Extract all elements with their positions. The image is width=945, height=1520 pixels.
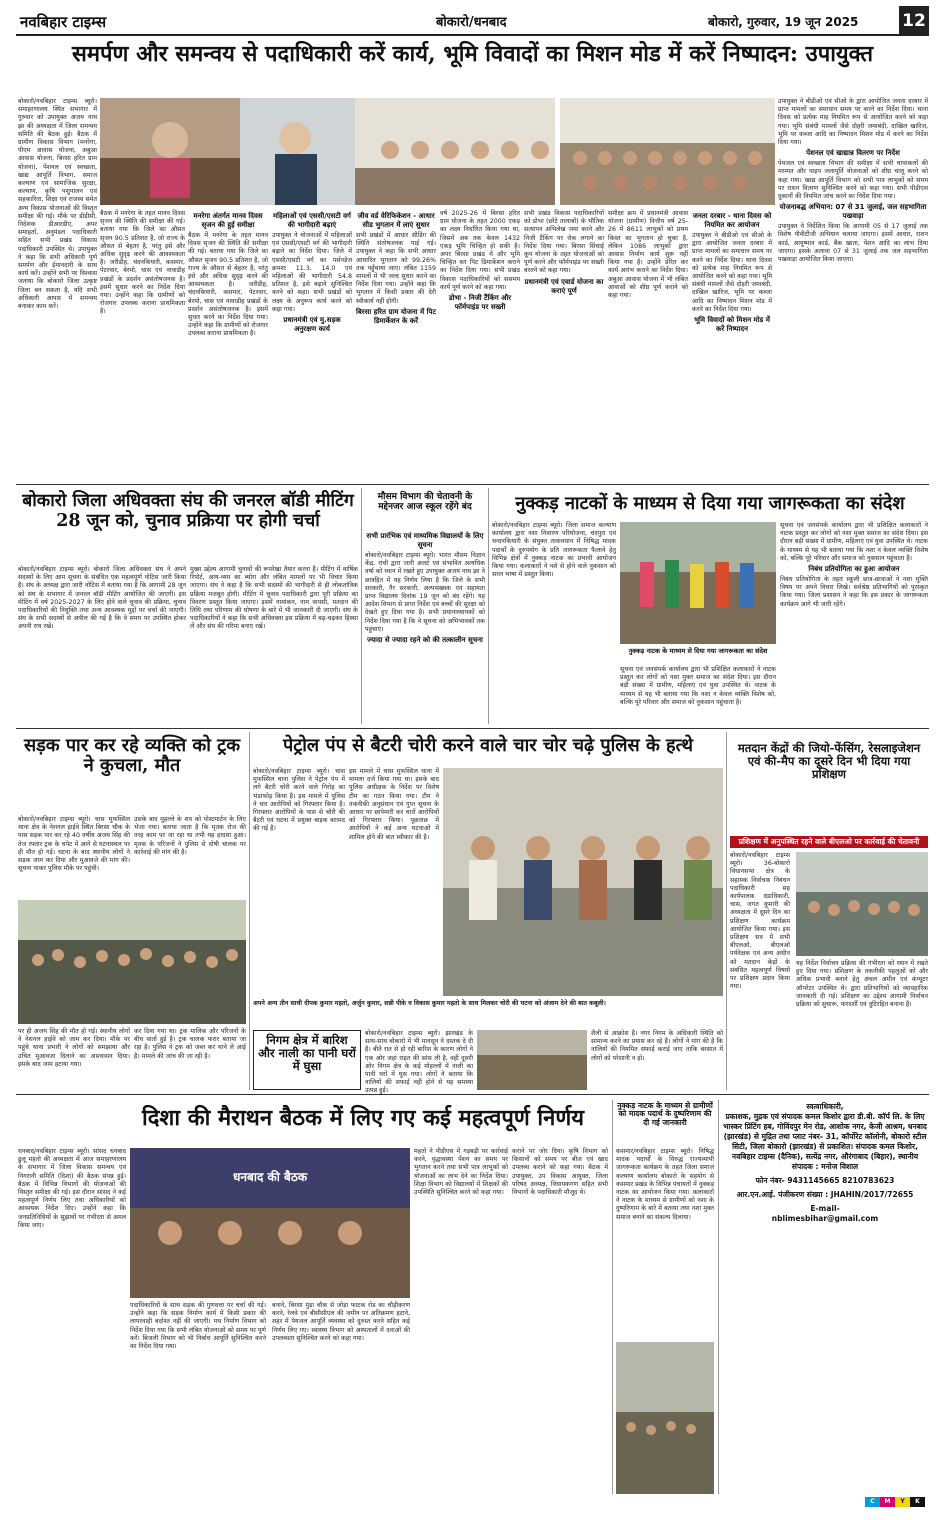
divider <box>16 484 929 485</box>
imprint-email[interactable]: nblimesbihar@gmail.com <box>771 1214 879 1223</box>
imprint-title: स्वत्वाधिकारी, <box>806 1102 844 1111</box>
story3-headline: मौसम विभाग की चेतावनी के मद्देनजर आज स्कूल रहेंगे बंद <box>377 492 473 513</box>
story4-column-1: बोकारो/नवबिहार टाइम्स ब्यूरो। जिला समाज कल्याण कार्यालय द्वारा नशा निवारण परियोजना, चंदपुरा एवं चन्दनकियारी के संयुक्त तत्वावधान में निषिद्ध मादक पदार्थों के दुरुपयोग के प्रति जागरूकता फैलाने हेतु विभिन्न क्षेत्रों में नुक्कड़ नाटक का प्रभावी आयोजन किया गया। कलाकारों ने नशे से होने वाले नुकसान को सरल भाषा में प्रस्तुत किया। <box>492 522 616 579</box>
story6-caption: अपने अन्य तीन साथी दीपक कुमार महतो, अर्जुन कुमार, सन्नी पीके व विकास कुमार महतो के साथ मिलकर चोरी की घटना को अंजाम देने की बात कबूली। <box>253 1000 606 1007</box>
story1-column-4: महिलाओं एवं एससी/एसटी वर्ग की भागीदारी बढ़ाएं उपायुक्त ने योजनाओं में महिलाओं एवं एससी/एसटी वर्ग की भागीदारी बढ़ाने का निर्देश दिया। जिले में एससी/एसटी वर्ग का पर्सनडेज क्रमशः 11.3, 14.0 एवं महिलाओं की भागीदारी 54.8 प्रतिशत है, इसे बढ़ाने सुनिश्चित करने को कहा। सभी प्रखंडों को लक्ष्य के अनुरूप कार्य करने को कहा गया। प्रधानमंत्री एवं मु.सड़क अनुरक्षण कार्य <box>272 212 352 334</box>
story1-subhead-5: बिरसा हरित ग्राम योजना में पिट डिमार्केशन के करें <box>356 307 437 325</box>
story6-headline: पेट्रोल पंप से बैटरी चोरी करने वाले चार चोर चढ़े पुलिस के हत्थे <box>282 735 694 756</box>
story5-photo <box>18 900 246 1024</box>
story5-column-2: उसके बाद मुहल्ले के शव को पोस्टमार्टम के लिए भेजा गया। बताया जाता है कि मृतक रोज की तरह काम पर जा रहा था तभी यह हादसा हुआ। मृतक के परिजनों ने पुलिस से दोषी चालक पर कार्रवाई की मांग की है। <box>134 816 246 856</box>
story1-subhead-8: जनता दरबार - थाना दिवस को नियमित कर आयोजन <box>692 212 772 229</box>
cmyk-m: M <box>880 1497 895 1507</box>
issue-date: बोकारो, गुरुवार, 19 जून 2025 <box>708 15 859 29</box>
story4-column-3: सूचना एवं जनसंपर्क कार्यालय द्वारा भी प्रशिक्षित कलाकारों ने नाटक प्रस्तुत कर लोगों को नशा मुक्त समाज का संदेश दिया। इस दौरान बड़ी संख्या में ग्रामीण, महिलाएं एवं युवा उपस्थित थे। नाटक के माध्यम से यह भी बताया गया कि नशा न केवल व्यक्ति विशेष को, बल्कि पूरे परिवार और समाज को नुकसान पहुंचाता है। निबंध प्रतियोगिता का हुआ आयोजन निबंध प्रतियोगिता के तहत स्कूली छात्र-छात्राओं ने नशा मुक्ति विषय पर अपने विचार लिखे। सर्वश्रेष्ठ प्रतिभागियों को पुरस्कृत किया गया। जिला प्रशासन ने कहा कि इस प्रकार के जागरूकता कार्यक्रम आगे भी जारी रहेंगे। <box>780 522 928 608</box>
story5-column-1: बोकारो/नवबिहार टाइम्स ब्यूरो। चास मुफस्सिल थाना क्षेत्र के नेशनल हाईवे स्थित बिरसा चौक के पास सड़क पार कर रहे 40 वर्षीय अजय सिंह की तेज रफ्तार ट्रक के चपेट में आने से घटनास्थल पर ही मौत हो गई। घटना के बाद स्थानीय लोगों ने सड़क जाम कर दिया और मुआवजे की मांग की। सूचना पाकर पुलिस मौके पर पहुंची। <box>18 816 130 873</box>
meeting-photo <box>100 98 555 205</box>
story5-column-3: पर ही अजय सिंह की मौत हो गई। स्थानीय लोगों ने नेशनल हाईवे को जाम कर दिया। मौके पर पहुंचे थाना प्रभारी ने लोगों को समझाया और उचित मुआवजा दिलाने का आश्वासन दिया। इसके बाद जाम हटाया गया। <box>18 1028 130 1068</box>
story1-subhead-10: पेंशनल एवं खाद्यान्न वितरण पर निर्देश <box>806 149 900 158</box>
imprint-phone: फोन नंबर- 9431145665 8210783623 <box>755 1176 895 1185</box>
story1-column-10: उपायुक्त ने बीडीओ एवं सीओ के द्वारा आयोजित जनता दरबार में प्राप्त मामलों का समाधान समय पर करने का निर्देश दिया। थाना दिवस को प्रत्येक माह नियमित रूप से आयोजित करने को कहा गया। भूमि संबंधी मामलों जैसे दोहरी जमाबंदी, दाखिल खारिज, भूमि पर कब्जा आदि का निष्पादन मिशन मोड में करने का निर्देश दिया गया। पेंशनल एवं खाद्यान्न वितरण पर निर्देश पेयजल एवं स्वच्छता विभाग की समीक्षा में सभी चापाकलों की मरम्मत और पाइप जलापूर्ति योजनाओं को शीघ्र चालू करने को कहा गया। खाद्य आपूर्ति विभाग को सभी पात्र लाभुकों को समय पर राशन वितरण सुनिश्चित करने को कहा गया। सभी पीडीएस दुकानों की नियमित जांच करने का निर्देश दिया गया। योजनाबद्ध अभियान: 07 से 31 जुलाई, जल सहभागिता पखवाड़ा उपायुक्त ने निर्देशित किया कि आगामी 05 से 17 जुलाई तक विशेष पीवीटीजी अभियान चलाया जाएगा। इसमें आधार, राशन कार्ड, आयुष्मान कार्ड, बैंक खाता, पेंशन आदि का लाभ दिया जाएगा। इसके अलावा 07 से 31 जुलाई तक जल सहभागिता पखवाड़ा आयोजित किया जाएगा। <box>778 98 928 264</box>
story8-headline: निगम क्षेत्र में बारिश और नाली का पानी घरों में घुसा <box>258 1033 356 1073</box>
story10-headline: नुक्कड़ नाटक के माध्यम से ग्रामीणों को मादक पदार्थ के दुष्परिणाम की दी गई जानकारी <box>617 1101 713 1127</box>
divider <box>612 1100 613 1494</box>
story5-column-4: कर दिया गया था। ट्रक मालिक और परिजनों के बीच वार्ता हुई है। ट्रक चालक फरार बताया जा रहा है। पुलिस ने ट्रक को जब्त कर थाने ले आई है। मामले की जांच की जा रही है। <box>134 1028 246 1060</box>
story9-banner: धनबाद की बैठक <box>232 1170 308 1184</box>
divider <box>16 728 929 729</box>
story1-subhead-6: डोभा - निजी टैंकिंग और फॉर्मपाइंड पर सख्ती <box>448 294 512 312</box>
page-header <box>16 6 929 36</box>
page-number: 12 <box>899 6 929 36</box>
story7-red-banner: प्रशिक्षण में अनुपस्थित रहने वाले बीएलओ पर कार्रवाई की चेतावनी <box>730 836 928 848</box>
story8-headline-box <box>253 1030 361 1090</box>
story3-subhead: सभी प्रारंभिक एवं माध्यमिक विद्यालयों के लिए सूचना <box>366 532 484 549</box>
story5-headline: सड़क पार कर रहे व्यक्ति को ट्रक ने कुचला, मौत <box>23 735 241 777</box>
story8-column-1: बोकारो/नवबिहार टाइम्स ब्यूरो। झारखंड के साथ-साथ बोकारो में भी मानसून ने दस्तक दे दी है। बीते रात से हो रही बारिश के कारण लोगों ने एक ओर जहां राहत की सांस ली है, वहीं दूसरी ओर निगम क्षेत्र के कई मोहल्लों में नाली का पानी घरों में घुस गया। लोगों ने बताया कि नालियों की सफाई नहीं होने से यह समस्या उत्पन्न हुई। <box>365 1030 473 1095</box>
story1-column-9: जनता दरबार - थाना दिवस को नियमित कर आयोजन उपायुक्त ने बीडीओ एवं सीओ के द्वारा आयोजित जनता दरबार में प्राप्त मामलों का समाधान समय पर करने का निर्देश दिया। थाना दिवस को प्रत्येक माह नियमित रूप से आयोजित करने को कहा गया। भूमि संबंधी मामलों जैसे दोहरी जमाबंदी, दाखिल खारिज, भूमि पर कब्जा आदि का निष्पादन मिशन मोड में करने का निर्देश दिया गया। भूमि विवादों को मिशन मोड में करें निष्पादन <box>692 212 772 334</box>
section-label: बोकारो/धनबाद <box>436 15 507 30</box>
story1-column-6: वर्ष 2025-26 में बिरसा हरित ग्राम योजना के तहत 2000 एकड़ का लक्ष्य निर्धारित किया गया था, जिसमें अब तक केवल 1432 एकड़ भूमि चिन्हित हो सकी है। अपर बिरसा प्रखंड में और भूमि चिन्हित कर पिट डिमार्केशन कराने का निर्देश दिया गया। सभी प्रखंड विकास पदाधिकारियों को ससमय कार्य पूर्ण करने को कहा गया। डोभा - निजी टैंकिंग और फॉर्मपाइंड पर सख्ती <box>440 210 520 312</box>
story3-body: सभी प्रारंभिक एवं माध्यमिक विद्यालयों के लिए सूचना बोकारो/नवबिहार टाइम्स ब्यूरो। भारत मौसम विज्ञान केंद्र, रांची द्वारा जारी अलर्ट एवं संभावित अत्यधिक वर्षा को ध्यान में रखते हुए उपायुक्त अजय नाथ झा ने छात्रहित में यह निर्णय लिया है कि जिले के सभी सरकारी, गैर सरकारी, अल्पसंख्यक एवं सहायता प्राप्त विद्यालय दिनांक 19 जून को बंद रहेंगे। यह आदेश विभाग से प्राप्त निर्देश एवं बच्चों की सुरक्षा को देखते हुए दिया गया है। सभी प्रधानाध्यापकों को निर्देश दिया गया है कि वे सूचना को अभिभावकों तक पहुंचाएं। ज्यादा से ज्यादा रहने को की तत्कालीन सूचना <box>365 532 485 645</box>
cmyk-c: C <box>865 1497 880 1507</box>
story8-photo <box>477 1030 587 1090</box>
story1-photo-hall <box>560 98 775 205</box>
story6-photo <box>443 768 723 996</box>
story4-photo <box>620 522 776 644</box>
divider <box>726 732 727 1090</box>
story3-subhead-2: ज्यादा से ज्यादा रहने को की तत्कालीन सूचना <box>367 636 483 645</box>
story9-column-3: बनाने, बिरसा मुंडा चौक से जोड़ा फाटक रोड का चौड़ीकरण करने, रेलवे एवं बीसीसीएल की जमीन पर अतिक्रमण हटाने, शहर में पेयजल आपूर्ति व्यवस्था को दुरुस्त करने सहित कई निर्णय लिए गए। स्वास्थ्य विभाग को अस्पतालों में दवाओं की उपलब्धता सुनिश्चित करने को कहा गया। <box>272 1302 410 1342</box>
story1-column-7: सभी प्रखंड विकास पदाधिकारियों को डोभा (छोटे तालाबों) के भौतिक सत्यापन अभिलेख जमा करने और निजी टैंकिंग पर रोक लगाने का निर्देश दिया गया। बिरसा सिंचाई कूप योजना के तहत योजनाओं को पूर्ण करने और फॉर्मपाइंड पर सख्ती बरतने को कहा गया। प्रधानमंत्री एवं एवार्ड योजना का कराएं पूर्ण <box>524 210 604 295</box>
story9-column-1: धनबाद/नवबिहार टाइम्स ब्यूरो। सांसद धनबाद ढुलू महतो की अध्यक्षता में आज समाहरणालय के सभागार में जिला विकास समन्वय एवं निगरानी समिति (दिशा) की बैठक संपन्न हुई। बैठक में विभिन्न विभागों की योजनाओं की विस्तृत समीक्षा की गई। इस दौरान सांसद ने कई महत्वपूर्ण निर्णय लिए तथा अधिकारियों को आवश्यक निर्देश दिए। उन्होंने कहा कि जनप्रतिनिधियों के सुझावों पर गंभीरता से अमल किया जाए। <box>18 1148 126 1229</box>
story1-photo-collage <box>100 98 555 205</box>
story1-subhead-4: प्रधानमंत्री एवं मु.सड़क अनुरक्षण कार्य <box>283 316 341 334</box>
cmyk-bar <box>865 1497 925 1507</box>
cmyk-y: Y <box>895 1497 910 1507</box>
story1-column-3: मनरेगा अंतर्गत मानव दिवस सृजन की हुई समीक्षा बैठक में मनरेगा के तहत मानव दिवस सृजन की स्थिति की समीक्षा की गई। बताया गया कि जिले का औसत सृजन 90.5 प्रतिशत है, जो राज्य के औसत से बेहतर है, परंतु इसे और अधिक सुदृढ़ करने की आवश्यकता है। जरीडीह, चंदनकियारी, कसमार, पेटरवार, बेरमो, चास एवं नावाडीह प्रखंडों के प्रदर्शन असंतोषजनक है। इसमें सुधार करने का निर्देश दिया गया। उन्होंने कहा कि ग्रामीणों को रोजगार उपलब्ध कराना प्राथमिकता है। <box>188 212 268 338</box>
divider <box>16 1094 929 1095</box>
story1-subhead-11: योजनाबद्ध अभियान: 07 से 31 जुलाई, जल सहभागिता पखवाड़ा <box>779 203 927 221</box>
story9-column-5: कराने पर जोर दिया। कृषि विभाग को किसानों को समय पर बीज एवं खाद उपलब्ध कराने को कहा गया। बैठक में उपायुक्त, उप विकास आयुक्त, जिला परिषद अध्यक्ष, विधायकगण सहित सभी विभागों के पदाधिकारी मौजूद थे। <box>512 1148 608 1197</box>
story1-column-2: बैठक में मनरेगा के तहत मानव दिवस सृजन की स्थिति की समीक्षा की गई। बताया गया कि जिले का औसत सृजन 90.5 प्रतिशत है, जो राज्य के औसत से बेहतर है, परंतु इसे और अधिक सुदृढ़ करने की आवश्यकता है। जरीडीह, चंदनकियारी, कसमार, पेटरवार, बेरमो, चास एवं नावाडीह प्रखंडों के प्रदर्शन असंतोषजनक है। इसमें सुधार करने का निर्देश दिया गया। उन्होंने कहा कि ग्रामीणों को रोजगार उपलब्ध कराना प्राथमिकता है। <box>100 210 185 316</box>
story7-headline: मतदान केंद्रों की जियो-फेंसिंग, रेसलाइजेशन एवं की-मैप का दूसरे दिन भी दिया गया प्रशिक्षण <box>737 741 921 781</box>
story9-photo <box>130 1148 410 1298</box>
story7-photo <box>796 852 928 956</box>
imprint-rni: आर.एन.आई. पंजीकरण संख्या : JHAHIN/2017/72655 <box>736 1190 914 1199</box>
story1-column-1: बोकारो/नवबिहार टाइम्स ब्यूरो। समाहरणालय स्थित सभागार में गुरुवार को उपायुक्त अजय नाथ झा की अध्यक्षता में जिला समन्वय समिति की बैठक हुई। बैठक में ग्रामीण विकास विभाग (मनरेगा, पीएम आवास योजना, अबुआ आवास योजना, बिरसा हरित ग्राम योजना), पेंशनल एवं स्वच्छता, खाद्य आपूर्ति विभाग, समाज कल्याण एवं सामाजिक सुरक्षा, कल्याण, कृषि पशुपालन एवं सहकारिता, शिक्षा एवं राजस्व समेत अन्य विकास योजनाओं की विस्तृत समीक्षा की गई। मौके पर डीडीसी, निदेशक डीआरडीए, अपर समाहर्ता, अनुमंडल पदाधिकारी सहित सभी प्रखंड विकास पदाधिकारी उपस्थित थे। उपायुक्त ने कहा कि सभी अधिकारी पूर्ण समर्पण और ईमानदारी के साथ कार्य करें। उन्होंने सभी पर विश्वास जताया कि बोकारो जिला उत्कृष्ट जिला बन सकता है, यदि सभी अधिकारी आपस में समन्वय बनाकर काम करें। <box>18 98 97 311</box>
story8-column-2: शैली से आक्रोश है। नगर निगम के अधिकारी स्थिति को सामान्य करने का प्रयास कर रहे हैं। लोगों ने मांग की है कि नालियों की नियमित सफाई कराई जाए ताकि बरसात में लोगों को परेशानी न हो। <box>591 1030 723 1062</box>
story4-subhead: निबंध प्रतियोगिता का हुआ आयोजन <box>808 565 900 574</box>
story1-subhead-7: प्रधानमंत्री एवं एवार्ड योजना का कराएं पूर्ण <box>524 277 604 295</box>
divider <box>718 1100 719 1494</box>
story1-subhead-3: जीव वर्ड वेरिफिकेशन - आधार सीड भुगतान में लाएं सुधार <box>357 212 435 229</box>
story9-column-2: पदाधिकारियों के साथ सड़क की गुणवत्ता पर चर्चा की गई। उन्होंने कहा कि सड़क निर्माण कार्य में किसी प्रकार की लापरवाही बर्दाश्त नहीं की जाएगी। पथ निर्माण विभाग को निर्देश दिया गया कि सभी लंबित योजनाओं को समय पर पूर्ण करें। बिजली विभाग को भी निर्बाध आपूर्ति सुनिश्चित करने का निर्देश दिया गया। <box>130 1302 266 1351</box>
imprint-box <box>722 1102 928 1494</box>
story1-subhead-1: मनरेगा अंतर्गत मानव दिवस सृजन की हुई समीक्षा <box>193 212 263 229</box>
cmyk-k: K <box>910 1497 925 1507</box>
story1-headline: समर्पण और समन्वय से पदाधिकारी करें कार्य, भूमि विवादों का मिशन मोड में करें निष्पादन: उपायुक्त <box>72 41 873 67</box>
story9-headline: दिशा की मैराथन बैठक में लिए गए कई महत्वपूर्ण निर्णय <box>142 1105 584 1131</box>
story2-column-2: मुख्य उद्देश्य आगामी चुनावों की रूपरेखा तैयार करना है। मीटिंग में वार्षिक रिपोर्ट, आय-व्यय का ब्योरा और लंबित मामलों पर भी विचार किया जाएगा। संघ ने कहा है कि सभी सदस्यों की भागीदारी से ही लोकतांत्रिक प्रक्रिया मजबूत होगी। मीटिंग में चुनाव पदाधिकारी द्वारा पूरी प्रक्रिया का विवरण प्रस्तुत किया जाएगा। इसमें नामांकन, नाम वापसी, मतदान की तिथि तथा परिणाम की घोषणा के बारे में भी जानकारी दी जाएगी। संघ के पदाधिकारियों ने कहा कि सभी अधिवक्ता इस प्रक्रिया में बढ़-चढ़कर हिस्सा लें और संघ की गरिमा बनाए रखें। <box>190 566 358 631</box>
story10-photo <box>616 1342 714 1494</box>
divider <box>361 488 362 724</box>
story9-column-4: महतो ने पीडीएस में गड़बड़ी पर कार्रवाई करने, वृद्धावस्था पेंशन का समय पर भुगतान करने तथा सभी पात्र लाभुकों को योजनाओं का लाभ देने का निर्देश दिया। शिक्षा विभाग को विद्यालयों में शिक्षकों की उपस्थिति सुनिश्चित करने को कहा गया। <box>414 1148 508 1197</box>
story6-column-1: बोकारो/नवबिहार टाइम्स ब्यूरो। चास मुफस्सिल थाना पुलिस ने पेट्रोल पंप में लगे बैटरी चोरी करने वाले गिरोह का भंडाफोड़ किया है। इस मामले में पुलिस ने चार आरोपियों को गिरफ्तार किया है। गिरफ्तार आरोपियों के पास से चोरी की बैटरी एवं घटना में प्रयुक्त बाइक बरामद की गई है। <box>253 768 345 833</box>
imprint-line-1: प्रकाशक, मुद्रक एवं संपादक कमल किशोर द्वारा डी.बी. कॉर्प लि. के लिए भास्कर प्रिंटिंग हब, गोविंदपुर मेन रोड, आशोक नगर, केजी आश्रम, धनबाद (झारखंड) से मुद्रित तथा प्लाट नंबर- 31, कॉर्पोरेट कॉलोनी, बोकारो स्टील सिटी, जिला बोकारो (झारखंड) से प्रकाशित। संपादक कमल किशोर, नवबिहार टाइम्स (दैनिक), सत्येंद्र नगर, औरंगाबाद (बिहार), स्थानीय संपादक : मनोज विशाल <box>723 1112 927 1171</box>
story4-caption: नुक्कड़ नाटक के माध्यम से दिया गया जागरूकता का संदेश <box>628 647 768 655</box>
story6-column-2: इस मामले में चास मुफस्सिल थाना में मामला दर्ज किया गया था। इसके बाद पुलिस अधीक्षक के निर्देश पर विशेष टीम का गठन किया गया। टीम ने तकनीकी अनुसंधान एवं गुप्त सूचना के आधार पर छापेमारी कर चारों आरोपियों को गिरफ्तार किया। पूछताछ में आरोपियों ने कई अन्य घटनाओं में शामिल होने की बात स्वीकार की है। <box>349 768 439 841</box>
masthead: नवबिहार टाइम्स <box>20 13 107 31</box>
divider <box>488 488 489 724</box>
story4-column-2: सूचना एवं जनसंपर्क कार्यालय द्वारा भी प्रशिक्षित कलाकारों ने नाटक प्रस्तुत कर लोगों को नशा मुक्त समाज का संदेश दिया। इस दौरान बड़ी संख्या में ग्रामीण, महिलाएं एवं युवा उपस्थित थे। नाटक के माध्यम से यह भी बताया गया कि नशा न केवल व्यक्ति विशेष को, बल्कि पूरे परिवार और समाज को नुकसान पहुंचाता है। <box>620 666 776 706</box>
story2-column-1: बोकारो/नवबिहार टाइम्स ब्यूरो। बोकारो जिला अधिवक्ता संघ ने अपने सदस्यों के लिए आम सूचना के संबंधित एक महत्वपूर्ण नोटिस जारी किया है। संघ के अध्यक्ष द्वारा जारी नोटिस में बताया गया है कि आगामी 28 जून को संघ के सभागार में जनरल बॉडी मीटिंग आयोजित की जाएगी। इस मीटिंग में वर्ष 2025-2027 के लिए होने वाले चुनाव की प्रक्रिया, चुनाव पदाधिकारियों की नियुक्ति तथा अन्य आवश्यक मुद्दों पर चर्चा की जाएगी। संघ के सभी सदस्यों से अपील की गई है कि वे समय पर उपस्थित होकर अपनी राय रखें। <box>18 566 186 631</box>
story1-column-8: समीक्षा क्रम में प्रधानमंत्री आवास योजना (ग्रामीण) वित्तीय वर्ष 25-26 में 8611 लाभुकों को प्रथम किस्त का भुगतान हो चुका है, लेकिन 1086 लाभुकों द्वारा आवास निर्माण कार्य शुरू नहीं किया गया है। उन्होंने प्रेरित कर कार्य आरंभ कराने का निर्देश दिया। अबुआ आवास योजना में भी लंबित आवासों को शीघ्र पूर्ण कराने को कहा गया। <box>608 210 688 300</box>
story1-subhead-2: महिलाओं एवं एससी/एसटी वर्ग की भागीदारी बढ़ाएं <box>273 212 351 229</box>
story2-headline: बोकारो जिला अधिवक्ता संघ की जनरल बॉडी मीटिंग 28 जून को, चुनाव प्रक्रिया पर होगी चर्चा <box>22 491 354 531</box>
story1-column-5: जीव वर्ड वेरिफिकेशन - आधार सीड भुगतान में लाएं सुधार सभी प्रखंडों में आधार सीडिंग की स्थिति संतोषजनक पाई गई। उपायुक्त ने कहा कि सभी आधार आधारित भुगतान को 99.26% तक पहुँचाया जाए। लंबित 1159 मामलों में भी जल्द सुधार करने का निर्देश दिया गया। उन्होंने कहा कि भुगतान में किसी प्रकार की देरी स्वीकार्य नहीं होगी। बिरसा हरित ग्राम योजना में पिट डिमार्केशन के करें <box>356 212 437 325</box>
divider <box>249 732 250 1090</box>
story1-subhead-9: भूमि विवादों को मिशन मोड में करें निष्पादन <box>694 316 770 334</box>
story10-column-1: कसमार/नवबिहार टाइम्स ब्यूरो। निषिद्ध मादक पदार्थों के विरुद्ध राज्यव्यापी जागरूकता कार्यक्रम के तहत जिला समाज कल्याण कार्यालय बोकारो के सहयोग से कसमार प्रखंड के विभिन्न पंचायतों में नुक्कड़ नाटक का आयोजन किया गया। कलाकारों ने नाटक के माध्यम से ग्रामीणों को नशा के दुष्परिणाम के बारे में बताया तथा नशा मुक्त समाज बनाने का संकल्प दिलाया। <box>616 1148 714 1221</box>
story7-column-2: यह निर्देश निर्वाचन प्रक्रिया की गंभीरता को ध्यान में रखते हुए दिया गया। प्रशिक्षण के तकनीकी पहलुओं को और अधिक प्रभावी बनाने हेतु अंचल अमीन एवं कंप्यूटर ऑपरेटर उपस्थित थे। द्वारा प्रतिभागियों को व्यावहारिक जानकारी दी गई। प्रशिक्षण का उद्देश्य आगामी निर्वाचन प्रक्रिया को सुचारू, पारदर्शी एवं त्रुटिरहित बनाना है। <box>796 960 928 1009</box>
imprint-email-label: E-mail- <box>810 1204 840 1213</box>
story4-headline: नुक्कड़ नाटकों के माध्यम से दिया गया जागरूकता का संदेश <box>515 493 905 514</box>
story7-column-1: बोकारो/नवबिहार टाइम्स ब्यूरो। 36-बोकारो विधानसभा क्षेत्र के सहायक निर्वाचक निबंधन पदाधिकारी सह कार्यपालक दंडाधिकारी, चास, जगत कुमारी की अध्यक्षता में दूसरे दिन का प्रशिक्षण कार्यक्रम आयोजित किया गया। इस प्रशिक्षण सत्र में सभी बीएलओ, बीएलओ पर्यवेक्षक एवं अन्य अधीन को मतदान केंद्रों के संबंधित महत्वपूर्ण विषयों पर प्रशिक्षण प्रदान किया गया। <box>730 852 790 991</box>
